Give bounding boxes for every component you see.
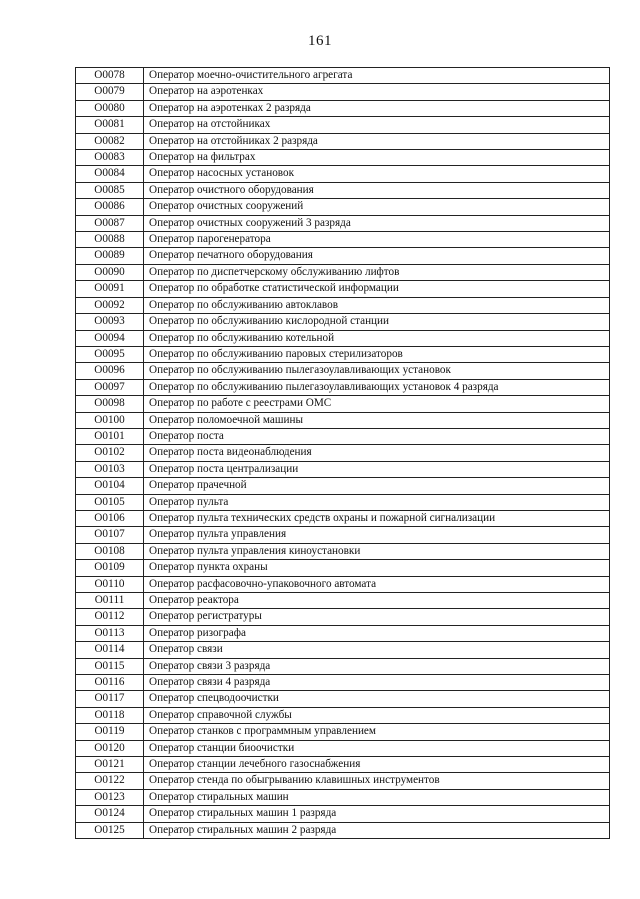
occupation-code: O0089 xyxy=(76,248,144,264)
occupation-name: Оператор поста видеонаблюдения xyxy=(144,445,610,461)
table-row xyxy=(76,68,610,84)
occupation-code: O0079 xyxy=(76,84,144,100)
occupation-name: Оператор насосных установок xyxy=(144,166,610,182)
table-row xyxy=(76,412,610,428)
occupation-name: Оператор реактора xyxy=(144,593,610,609)
occupation-code: O0083 xyxy=(76,150,144,166)
table-row xyxy=(76,199,610,215)
occupation-code: O0081 xyxy=(76,117,144,133)
occupation-name: Оператор очистного оборудования xyxy=(144,182,610,198)
table-row xyxy=(76,363,610,379)
table-row xyxy=(76,691,610,707)
occupation-name: Оператор по обслуживанию автоклавов xyxy=(144,297,610,313)
occupation-code: O0106 xyxy=(76,510,144,526)
occupation-name: Оператор стиральных машин 1 разряда xyxy=(144,806,610,822)
occupation-code: O0086 xyxy=(76,199,144,215)
occupation-code: O0121 xyxy=(76,757,144,773)
occupation-code: O0078 xyxy=(76,68,144,84)
table-row xyxy=(76,396,610,412)
occupation-code: O0113 xyxy=(76,625,144,641)
occupation-name: Оператор пульта технических средств охраны и пожарной сигнализации xyxy=(144,510,610,526)
occupation-name: Оператор стиральных машин 2 разряда xyxy=(144,822,610,838)
occupation-code: O0096 xyxy=(76,363,144,379)
occupation-name: Оператор станков с программным управлением xyxy=(144,724,610,740)
table-row xyxy=(76,297,610,313)
table-row xyxy=(76,576,610,592)
occupation-name: Оператор поста централизации xyxy=(144,461,610,477)
occupation-name: Оператор очистных сооружений xyxy=(144,199,610,215)
occupation-name: Оператор по обработке статистической информации xyxy=(144,281,610,297)
occupation-name: Оператор прачечной xyxy=(144,478,610,494)
table-row xyxy=(76,232,610,248)
occupation-name: Оператор расфасовочно-упаковочного автомата xyxy=(144,576,610,592)
occupation-name: Оператор поста xyxy=(144,428,610,444)
occupation-name: Оператор стиральных машин xyxy=(144,789,610,805)
occupation-code: O0080 xyxy=(76,100,144,116)
occupation-name: Оператор справочной службы xyxy=(144,707,610,723)
occupation-code: O0108 xyxy=(76,543,144,559)
occupation-code: O0117 xyxy=(76,691,144,707)
occupation-name: Оператор на фильтрах xyxy=(144,150,610,166)
occupation-name: Оператор очистных сооружений 3 разряда xyxy=(144,215,610,231)
table-row xyxy=(76,150,610,166)
occupation-name: Оператор связи 4 разряда xyxy=(144,675,610,691)
table-row xyxy=(76,740,610,756)
occupation-code: O0124 xyxy=(76,806,144,822)
occupation-code: O0091 xyxy=(76,281,144,297)
occupation-code: O0114 xyxy=(76,642,144,658)
occupation-name: Оператор стенда по обыгрыванию клавишных инструментов xyxy=(144,773,610,789)
occupation-name: Оператор печатного оборудования xyxy=(144,248,610,264)
table-row xyxy=(76,494,610,510)
occupation-name: Оператор по работе с реестрами ОМС xyxy=(144,396,610,412)
occupation-code: O0088 xyxy=(76,232,144,248)
table-row xyxy=(76,822,610,838)
occupation-code: O0098 xyxy=(76,396,144,412)
occupation-code: O0082 xyxy=(76,133,144,149)
occupation-name: Оператор пульта xyxy=(144,494,610,510)
occupation-name: Оператор парогенератора xyxy=(144,232,610,248)
occupation-name: Оператор по обслуживанию кислородной станции xyxy=(144,314,610,330)
occupation-name: Оператор станции биоочистки xyxy=(144,740,610,756)
occupations-table xyxy=(75,67,610,839)
occupation-code: O0110 xyxy=(76,576,144,592)
occupation-code: O0119 xyxy=(76,724,144,740)
occupation-name: Оператор поломоечной машины xyxy=(144,412,610,428)
occupation-name: Оператор по диспетчерскому обслуживанию лифтов xyxy=(144,264,610,280)
table-row xyxy=(76,757,610,773)
table-row xyxy=(76,707,610,723)
table-row xyxy=(76,248,610,264)
occupation-code: O0087 xyxy=(76,215,144,231)
table-row xyxy=(76,527,610,543)
occupation-code: O0105 xyxy=(76,494,144,510)
occupation-code: O0095 xyxy=(76,346,144,362)
table-row xyxy=(76,658,610,674)
occupation-code: O0100 xyxy=(76,412,144,428)
occupation-name: Оператор связи xyxy=(144,642,610,658)
occupation-name: Оператор по обслуживанию котельной xyxy=(144,330,610,346)
occupation-code: O0123 xyxy=(76,789,144,805)
table-row xyxy=(76,510,610,526)
occupation-name: Оператор ризографа xyxy=(144,625,610,641)
table-row xyxy=(76,625,610,641)
table-row xyxy=(76,642,610,658)
table-row xyxy=(76,281,610,297)
table-row xyxy=(76,117,610,133)
occupation-code: O0101 xyxy=(76,428,144,444)
table-row xyxy=(76,461,610,477)
occupation-code: O0122 xyxy=(76,773,144,789)
table-body xyxy=(76,68,610,839)
table-row xyxy=(76,773,610,789)
table-row xyxy=(76,264,610,280)
occupation-code: O0115 xyxy=(76,658,144,674)
page-number: 161 xyxy=(308,33,332,49)
occupation-name: Оператор пульта управления киноустановки xyxy=(144,543,610,559)
table-row xyxy=(76,478,610,494)
occupation-name: Оператор на аэротенках 2 разряда xyxy=(144,100,610,116)
occupation-name: Оператор по обслуживанию пылегазоулавливающих установок xyxy=(144,363,610,379)
occupation-code: O0116 xyxy=(76,675,144,691)
table-row xyxy=(76,133,610,149)
table-row xyxy=(76,609,610,625)
occupation-code: O0111 xyxy=(76,593,144,609)
table-row xyxy=(76,543,610,559)
occupation-name: Оператор по обслуживанию пылегазоулавливающих установок 4 разряда xyxy=(144,379,610,395)
occupation-code: O0084 xyxy=(76,166,144,182)
table-row xyxy=(76,789,610,805)
table-row xyxy=(76,806,610,822)
occupation-name: Оператор по обслуживанию паровых стерилизаторов xyxy=(144,346,610,362)
table-row xyxy=(76,675,610,691)
table-row xyxy=(76,100,610,116)
occupation-code: O0092 xyxy=(76,297,144,313)
occupation-name: Оператор связи 3 разряда xyxy=(144,658,610,674)
occupation-code: O0102 xyxy=(76,445,144,461)
table-row xyxy=(76,445,610,461)
occupation-code: O0118 xyxy=(76,707,144,723)
occupation-name: Оператор на отстойниках xyxy=(144,117,610,133)
occupation-name: Оператор на отстойниках 2 разряда xyxy=(144,133,610,149)
occupation-code: O0120 xyxy=(76,740,144,756)
occupation-code: O0107 xyxy=(76,527,144,543)
occupation-name: Оператор регистратуры xyxy=(144,609,610,625)
occupation-name: Оператор моечно-очистительного агрегата xyxy=(144,68,610,84)
table-row xyxy=(76,560,610,576)
occupation-code: O0094 xyxy=(76,330,144,346)
occupation-name: Оператор станции лечебного газоснабжения xyxy=(144,757,610,773)
occupation-code: O0104 xyxy=(76,478,144,494)
occupation-name: Оператор пульта управления xyxy=(144,527,610,543)
table-row xyxy=(76,428,610,444)
occupation-code: O0093 xyxy=(76,314,144,330)
occupation-code: O0103 xyxy=(76,461,144,477)
occupation-name: Оператор спецводоочистки xyxy=(144,691,610,707)
table-row xyxy=(76,724,610,740)
table-row xyxy=(76,182,610,198)
occupation-code: O0112 xyxy=(76,609,144,625)
occupation-name: Оператор на аэротенках xyxy=(144,84,610,100)
occupation-code: O0109 xyxy=(76,560,144,576)
occupation-code: O0125 xyxy=(76,822,144,838)
table-row xyxy=(76,166,610,182)
table-row xyxy=(76,346,610,362)
occupation-code: O0097 xyxy=(76,379,144,395)
table-row xyxy=(76,330,610,346)
occupation-name: Оператор пункта охраны xyxy=(144,560,610,576)
table-row xyxy=(76,379,610,395)
occupation-code: O0085 xyxy=(76,182,144,198)
table-row xyxy=(76,593,610,609)
table-row xyxy=(76,84,610,100)
table-row xyxy=(76,215,610,231)
occupation-code: O0090 xyxy=(76,264,144,280)
table-row xyxy=(76,314,610,330)
